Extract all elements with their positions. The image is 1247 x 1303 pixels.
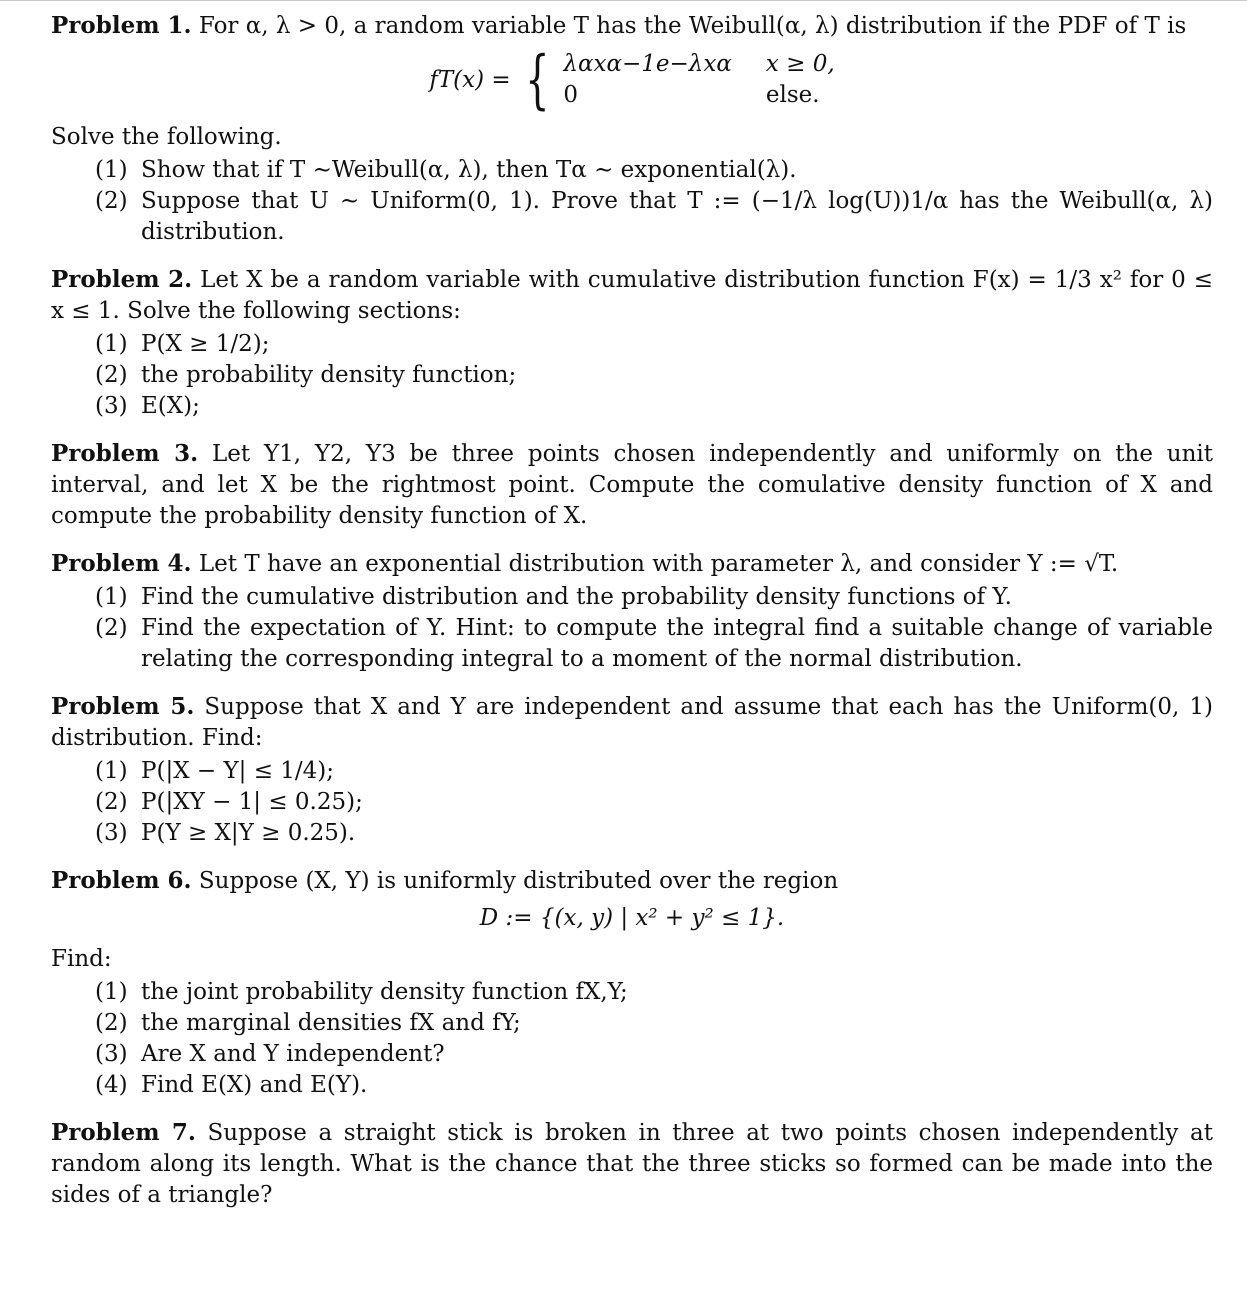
problem-4-text: Let T have an exponential distribution with parameter λ, and consider Y := √T. [198,551,1119,577]
problem-3-label: Problem 3. [51,440,199,467]
problem-4-label: Problem 4. [51,550,192,577]
problem-3 [51,438,1213,532]
problem-6-text: Suppose (X, Y) is uniformly distributed over the region [198,868,839,894]
problem-1-solve: Solve the following. [51,124,282,150]
weibull-pdf-formula [51,43,1213,117]
list-item: (1) Show that if T ∼Weibull(α, λ), then Tα ∼ exponential(λ). [95,157,797,183]
problem-2-list [95,329,1213,422]
list-item: (1) Find the cumulative distribution and the probability density functions of Y. [95,584,1012,610]
problem-1-label: Problem 1. [51,12,192,39]
list-item: (1) the joint probability density function fX,Y; [95,979,628,1005]
problem-5-list [95,756,1213,849]
problem-3-text: Let Y1, Y2, Y3 be three points chosen independently and uniformly on the unit interval, and let X be the rightmost point. Compute the comulative density function of X and compute the probability density function of X. [51,441,1214,529]
case1-expression: λαxα−1e−λxα [563,51,732,77]
problem-5 [51,691,1213,754]
problem-6-find: Find: [51,946,112,972]
problem-7-label: Problem 7. [51,1119,196,1146]
problem-sheet [51,10,1213,1211]
list-item: (2) P(|XY − 1| ≤ 0.25); [95,789,363,815]
problem-7 [51,1117,1213,1211]
problem-4 [51,548,1213,580]
list-item: (4) Find E(X) and E(Y). [95,1072,368,1098]
problem-1-text: For α, λ > 0, a random variable T has the Weibull(α, λ) distribution if the PDF of T is [198,13,1187,39]
list-item: (2) the marginal densities fX and fY; [95,1010,521,1036]
case1-condition: x ≥ 0, [765,51,835,77]
problem-1-list [95,155,1213,248]
list-item: (1) P(|X − Y| ≤ 1/4); [95,758,335,784]
problem-2 [51,264,1213,327]
problem-6-label: Problem 6. [51,867,192,894]
problem-6-list [95,977,1213,1101]
problem-2-text: Let X be a random variable with cumulative distribution function F(x) = 1/3 x² for 0 ≤ x ≤ 1. Solve the following sections: [51,267,1214,324]
problem-1 [51,10,1213,42]
case2-expression: 0 [563,82,579,108]
problem-4-list [95,582,1213,675]
list-item: (2) the probability density function; [95,362,517,388]
problem-7-text: Suppose a straight stick is broken in three at two points chosen independently at random along its length. What is the chance that the three sticks so formed can be made into the sides of a triangle? [51,1120,1214,1208]
problem-5-text: Suppose that X and Y are independent and assume that each has the Uniform(0, 1) distribution. Find: [51,694,1213,751]
top-border-line [0,0,1247,1]
problem-5-label: Problem 5. [51,693,195,720]
problem-6 [51,865,1213,897]
problem-2-label: Problem 2. [51,266,193,293]
list-item: (3) E(X); [95,393,200,419]
left-brace-icon: { [524,43,550,117]
list-item: (2) Suppose that U ∼ Uniform(0, 1). Prove that T := (−1/λ log(U))1/α has the Weibull(α, λ) distribution. [95,188,1213,245]
list-item: (1) P(X ≥ 1/2); [95,331,270,357]
region-formula: D := {(x, y) | x² + y² ≤ 1}. [479,905,785,931]
list-item: (2) Find the expectation of Y. Hint: to compute the integral find a suitable change of variable relating the corresponding integral to a moment of the normal distribution. [95,615,1213,672]
list-item: (3) Are X and Y independent? [95,1041,445,1067]
list-item: (3) P(Y ≥ X|Y ≥ 0.25). [95,820,356,846]
pdf-lhs: fT(x) = [429,66,511,93]
case2-condition: else. [765,82,820,108]
